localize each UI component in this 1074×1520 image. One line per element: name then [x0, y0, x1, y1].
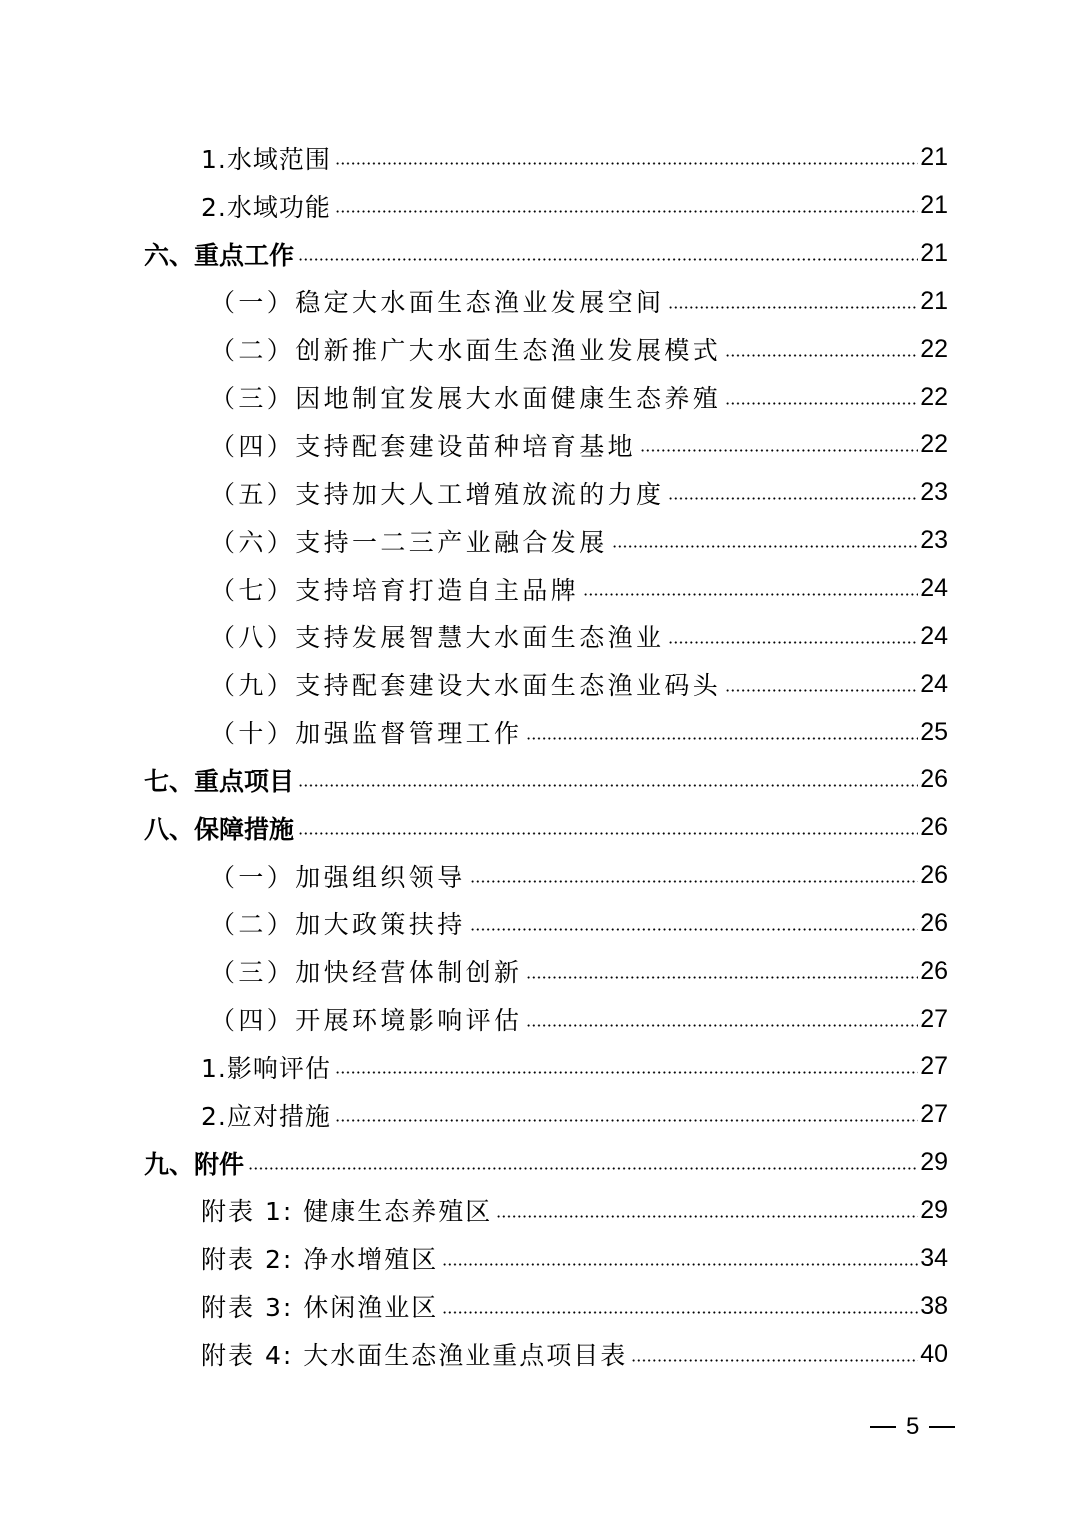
toc-entry[interactable]: [0, 134, 1074, 182]
toc-entry-page-number: 26: [920, 813, 948, 842]
toc-entry-label: 八、保障措施: [144, 810, 296, 846]
toc-entry-label: （九）支持配套建设大水面生态渔业码头: [210, 666, 723, 702]
toc-entry-page-number: 22: [920, 382, 948, 411]
toc-entry-page-number: 38: [920, 1291, 948, 1320]
toc-entry-page-number: 26: [920, 956, 948, 985]
toc-entry-label: 2.应对措施: [201, 1097, 333, 1133]
table-of-contents: [0, 134, 1074, 1378]
toc-entry-page-number: 27: [920, 1100, 948, 1129]
toc-dot-leader: [668, 497, 918, 500]
toc-entry-label: （六）支持一二三产业融合发展: [210, 523, 610, 559]
toc-entry-page-number: 34: [920, 1243, 948, 1272]
toc-entry[interactable]: [0, 900, 1074, 948]
toc-dot-leader: [298, 784, 918, 787]
toc-entry[interactable]: [0, 756, 1074, 804]
toc-entry-page-number: 24: [920, 574, 948, 603]
toc-dot-leader: [612, 545, 919, 548]
toc-entry-page-number: 21: [920, 191, 948, 220]
toc-entry-label: （一）加强组织领导: [210, 858, 468, 894]
toc-entry-page-number: 27: [920, 1052, 948, 1081]
toc-entry[interactable]: [0, 612, 1074, 660]
toc-entry-label: 1.水域范围: [201, 140, 333, 176]
toc-dot-leader: [631, 1359, 918, 1362]
toc-entry-label: （八）支持发展智慧大水面生态渔业: [210, 618, 666, 654]
footer-dash-right: [929, 1426, 955, 1428]
toc-entry-label: （三）因地制宜发展大水面健康生态养殖: [210, 379, 723, 415]
toc-entry[interactable]: [0, 1282, 1074, 1330]
toc-entry[interactable]: [0, 1187, 1074, 1235]
toc-entry[interactable]: [0, 804, 1074, 852]
toc-entry-page-number: 21: [920, 286, 948, 315]
toc-dot-leader: [725, 402, 918, 405]
toc-entry[interactable]: [0, 278, 1074, 326]
toc-entry-label: （二）加大政策扶持: [210, 905, 468, 941]
toc-entry[interactable]: [0, 373, 1074, 421]
toc-entry[interactable]: [0, 1139, 1074, 1187]
toc-dot-leader: [668, 306, 918, 309]
toc-entry-label: 九、附件: [144, 1145, 246, 1181]
toc-entry[interactable]: [0, 852, 1074, 900]
toc-entry-page-number: 23: [920, 526, 948, 555]
toc-entry-label: （四）支持配套建设苗种培育基地: [210, 427, 638, 463]
page-number: 5: [906, 1413, 920, 1440]
toc-entry-label: 附表 2: 净水增殖区: [201, 1240, 440, 1276]
footer-dash-left: [870, 1426, 896, 1428]
page-footer: [870, 1413, 955, 1441]
toc-entry[interactable]: [0, 230, 1074, 278]
toc-dot-leader: [470, 928, 919, 931]
toc-dot-leader: [248, 1167, 918, 1170]
toc-entry-page-number: 26: [920, 765, 948, 794]
toc-entry-page-number: 26: [920, 908, 948, 937]
toc-dot-leader: [442, 1263, 918, 1266]
toc-dot-leader: [496, 1215, 918, 1218]
toc-entry-label: 六、重点工作: [144, 236, 296, 272]
toc-entry-label: 2.水域功能: [201, 188, 333, 224]
toc-entry-page-number: 29: [920, 1148, 948, 1177]
toc-entry-page-number: 23: [920, 478, 948, 507]
toc-dot-leader: [725, 689, 918, 692]
toc-entry-label: 附表 1: 健康生态养殖区: [201, 1192, 494, 1228]
toc-entry[interactable]: [0, 660, 1074, 708]
toc-entry-page-number: 25: [920, 717, 948, 746]
toc-entry[interactable]: [0, 469, 1074, 517]
toc-entry-label: （五）支持加大人工增殖放流的力度: [210, 475, 666, 511]
toc-entry-page-number: 24: [920, 621, 948, 650]
toc-dot-leader: [442, 1311, 918, 1314]
toc-dot-leader: [725, 354, 918, 357]
toc-entry-label: 附表 3: 休闲渔业区: [201, 1288, 440, 1324]
toc-entry[interactable]: [0, 421, 1074, 469]
toc-dot-leader: [335, 1119, 918, 1122]
toc-entry-label: （七）支持培育打造自主品牌: [210, 571, 581, 607]
toc-entry-label: （一）稳定大水面生态渔业发展空间: [210, 283, 666, 319]
toc-entry-label: 七、重点项目: [144, 762, 296, 798]
toc-dot-leader: [640, 449, 918, 452]
toc-entry-page-number: 21: [920, 143, 948, 172]
toc-dot-leader: [335, 210, 918, 213]
toc-dot-leader: [335, 162, 918, 165]
toc-entry-page-number: 29: [920, 1195, 948, 1224]
toc-dot-leader: [526, 737, 918, 740]
toc-dot-leader: [298, 832, 918, 835]
toc-entry-page-number: 27: [920, 1004, 948, 1033]
toc-dot-leader: [668, 641, 918, 644]
toc-entry-label: 1.影响评估: [201, 1049, 333, 1085]
toc-entry[interactable]: [0, 1330, 1074, 1378]
toc-entry[interactable]: [0, 708, 1074, 756]
toc-entry[interactable]: [0, 182, 1074, 230]
toc-dot-leader: [526, 976, 918, 979]
toc-entry[interactable]: [0, 995, 1074, 1043]
toc-entry-page-number: 24: [920, 669, 948, 698]
toc-entry-label: （三）加快经营体制创新: [210, 953, 524, 989]
toc-dot-leader: [526, 1024, 918, 1027]
toc-dot-leader: [335, 1071, 918, 1074]
toc-entry-page-number: 22: [920, 334, 948, 363]
toc-entry-page-number: 26: [920, 861, 948, 890]
toc-entry[interactable]: [0, 1234, 1074, 1282]
toc-entry-page-number: 40: [920, 1339, 948, 1368]
toc-entry[interactable]: [0, 1043, 1074, 1091]
toc-dot-leader: [298, 258, 918, 261]
toc-entry-label: （四）开展环境影响评估: [210, 1001, 524, 1037]
toc-entry-label: （二）创新推广大水面生态渔业发展模式: [210, 331, 723, 367]
toc-entry-page-number: 22: [920, 430, 948, 459]
toc-entry[interactable]: [0, 947, 1074, 995]
toc-entry-page-number: 21: [920, 239, 948, 268]
toc-entry-label: 附表 4: 大水面生态渔业重点项目表: [201, 1336, 629, 1372]
toc-dot-leader: [583, 593, 918, 596]
toc-entry[interactable]: [0, 565, 1074, 613]
toc-entry-label: （十）加强监督管理工作: [210, 714, 524, 750]
toc-entry[interactable]: [0, 517, 1074, 565]
toc-entry[interactable]: [0, 325, 1074, 373]
toc-entry[interactable]: [0, 1091, 1074, 1139]
toc-dot-leader: [470, 880, 919, 883]
